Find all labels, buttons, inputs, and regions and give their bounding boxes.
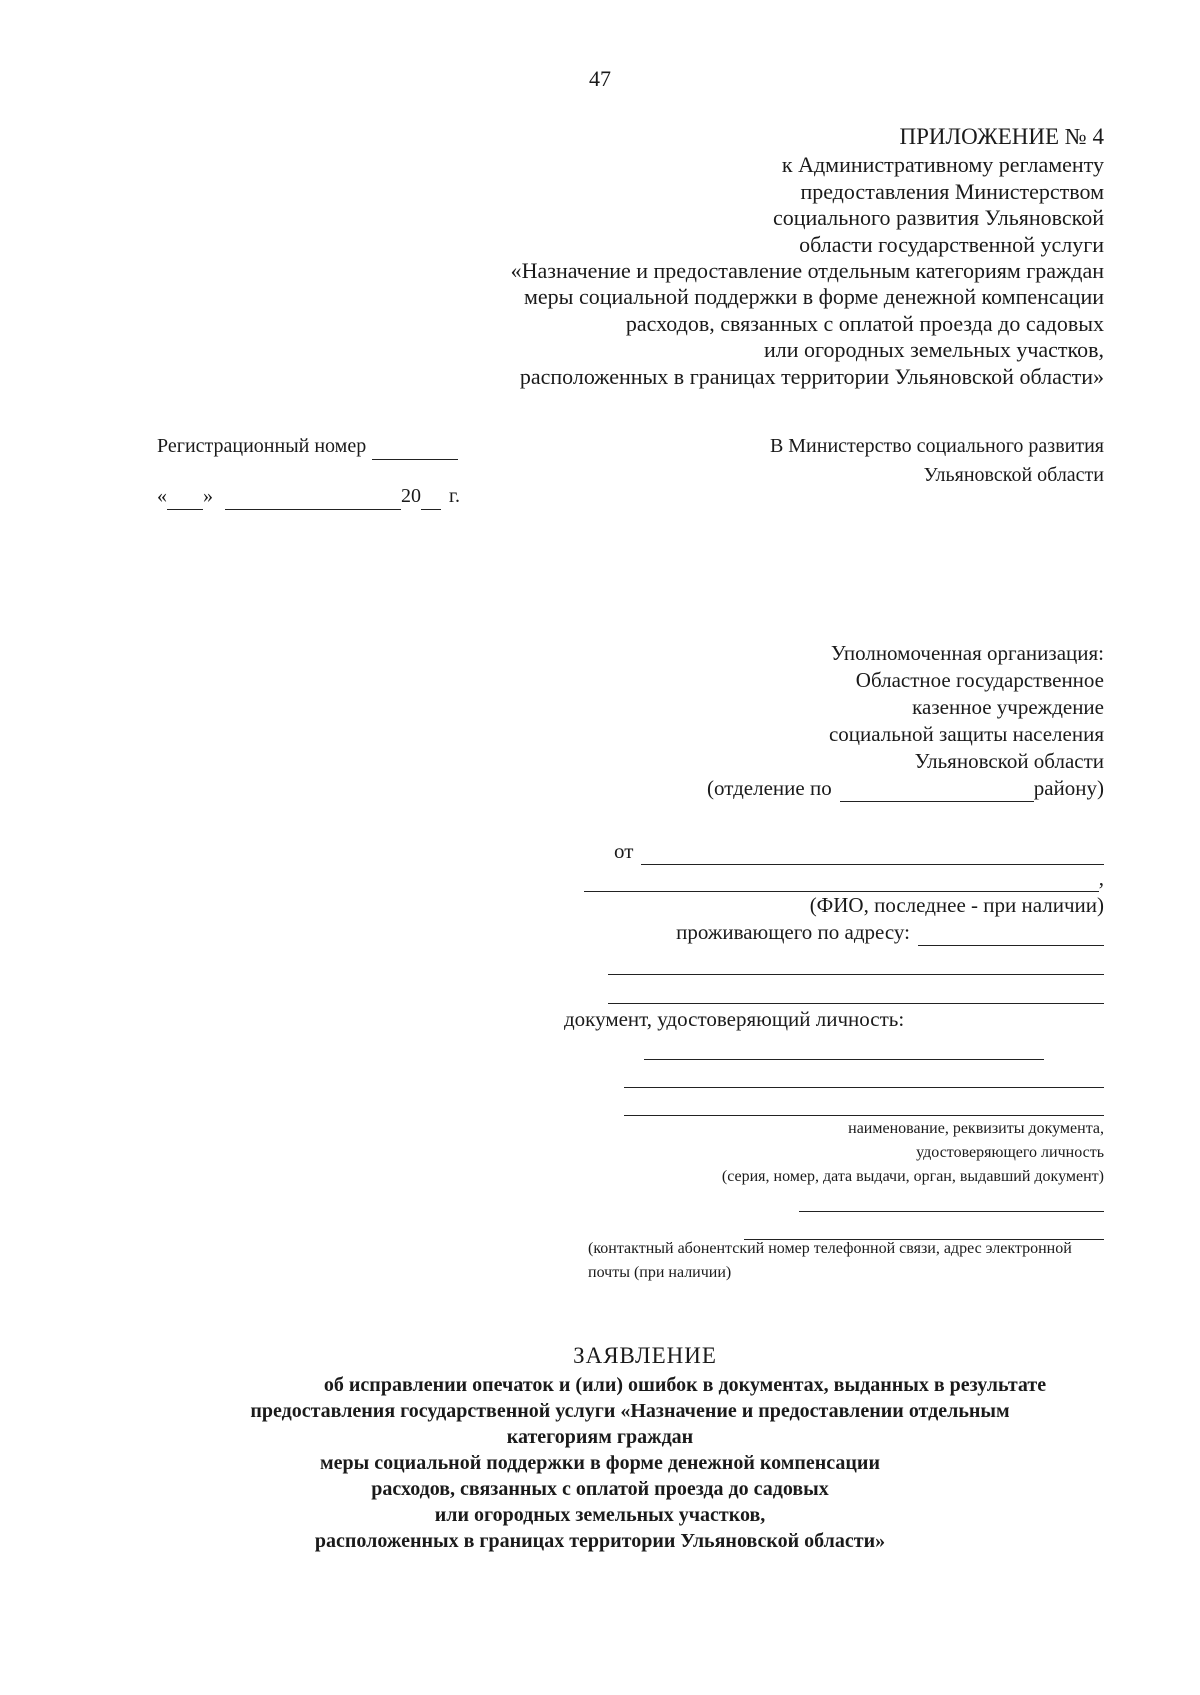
organization-line: Уполномоченная организация: bbox=[830, 641, 1104, 665]
address-field[interactable] bbox=[918, 923, 1104, 946]
appendix-header bbox=[344, 124, 1104, 390]
branch-prefix: (отделение по bbox=[706, 776, 832, 800]
registration-number-row bbox=[157, 432, 460, 460]
contact-hint: (контактный абонентский номер телефонной связи, адрес электронной почты (при наличии) bbox=[588, 1240, 1072, 1281]
addressee-line: В Министерство социального развития bbox=[769, 435, 1104, 457]
applicant-name-field[interactable] bbox=[641, 842, 1104, 865]
name-continuation-row bbox=[584, 865, 1104, 892]
identity-document-block bbox=[564, 1006, 1104, 1116]
appendix-title: ПРИЛОЖЕНИЕ № 4 bbox=[899, 124, 1104, 149]
statement-body bbox=[0, 1372, 1200, 1554]
address-field-2[interactable] bbox=[608, 948, 1104, 975]
date-open-quote: « bbox=[157, 485, 167, 507]
statement-line: категориям граждан bbox=[506, 1426, 694, 1448]
identity-document-hint bbox=[584, 1117, 1104, 1189]
organization-line: Ульяновской области bbox=[914, 749, 1104, 773]
statement-section bbox=[0, 1343, 1200, 1554]
appendix-line: расходов, связанных с оплатой проезда до садовых bbox=[625, 310, 1104, 336]
address-field-3[interactable] bbox=[608, 977, 1104, 1004]
organization-line: социальной защиты населения bbox=[828, 722, 1104, 746]
applicant-block bbox=[584, 838, 1104, 1004]
identity-document-field-3[interactable] bbox=[624, 1088, 1104, 1116]
hint-line: удостоверяющего личность bbox=[916, 1144, 1104, 1161]
appendix-line: к Административному регламенту bbox=[781, 152, 1104, 178]
appendix-line: меры социальной поддержки в форме денежной компенсации bbox=[524, 284, 1104, 310]
appendix-line: предоставления Министерством bbox=[800, 178, 1104, 204]
identity-document-label: документ, удостоверяющий личность: bbox=[564, 1007, 905, 1031]
statement-line: об исправлении опечаток и (или) ошибок в документах, выданных в результате bbox=[323, 1374, 1047, 1396]
from-label: от bbox=[614, 839, 634, 863]
statement-line: предоставления государственной услуги «Назначение и предоставлении отдельным bbox=[250, 1400, 1010, 1422]
contact-field[interactable] bbox=[799, 1184, 1104, 1212]
year-prefix: 20 bbox=[401, 485, 421, 507]
address-label: проживающего по адресу: bbox=[676, 920, 910, 944]
applicant-name-field-2[interactable] bbox=[584, 865, 1099, 892]
branch-row bbox=[544, 775, 1104, 802]
year-field[interactable] bbox=[421, 489, 441, 510]
contact-fields bbox=[744, 1184, 1104, 1240]
statement-title: ЗАЯВЛЕНИЕ bbox=[573, 1343, 717, 1368]
appendix-line: или огородных земельных участков, bbox=[764, 337, 1104, 363]
statement-line: расположенных в границах территории Ульяновской области» bbox=[314, 1530, 886, 1552]
identity-document-field-2[interactable] bbox=[624, 1060, 1104, 1088]
statement-line: или огородных земельных участков, bbox=[434, 1504, 766, 1526]
hint-line: (серия, номер, дата выдачи, орган, выдавший документ) bbox=[721, 1168, 1104, 1185]
organization-line: казенное учреждение bbox=[912, 695, 1104, 719]
address-row bbox=[584, 919, 1104, 946]
organization-line: Областное государственное bbox=[855, 668, 1104, 692]
branch-suffix: району) bbox=[1033, 776, 1104, 800]
registration-date-row bbox=[157, 482, 460, 510]
appendix-line: социального развития Ульяновской bbox=[772, 205, 1104, 231]
day-field[interactable] bbox=[167, 489, 203, 510]
statement-line: меры социальной поддержки в форме денежной компенсации bbox=[320, 1452, 880, 1474]
hint-line: наименование, реквизиты документа, bbox=[848, 1120, 1104, 1137]
fio-hint: (ФИО, последнее - при наличии) bbox=[809, 893, 1104, 917]
page-number: 47 bbox=[589, 66, 611, 91]
addressee-block bbox=[604, 432, 1104, 490]
month-field[interactable] bbox=[225, 489, 401, 510]
registration-number-label: Регистрационный номер bbox=[157, 435, 367, 457]
appendix-line: области государственной услуги bbox=[799, 231, 1104, 257]
year-suffix: г. bbox=[449, 485, 460, 507]
comma: , bbox=[1098, 866, 1104, 890]
organization-block bbox=[544, 640, 1104, 802]
registration-number-field[interactable] bbox=[372, 439, 458, 460]
addressee-line: Ульяновской области bbox=[923, 464, 1104, 486]
district-field[interactable] bbox=[840, 781, 1034, 802]
appendix-line: «Назначение и предоставление отдельным категориям граждан bbox=[510, 258, 1104, 284]
contact-field-2[interactable] bbox=[744, 1212, 1104, 1240]
statement-line: расходов, связанных с оплатой проезда до садовых bbox=[371, 1478, 829, 1500]
from-row bbox=[584, 838, 1104, 865]
identity-document-field[interactable] bbox=[644, 1033, 1044, 1060]
date-close-quote: » bbox=[203, 485, 213, 507]
appendix-line: расположенных в границах территории Ульяновской области» bbox=[519, 363, 1104, 389]
registration-block bbox=[157, 432, 460, 510]
